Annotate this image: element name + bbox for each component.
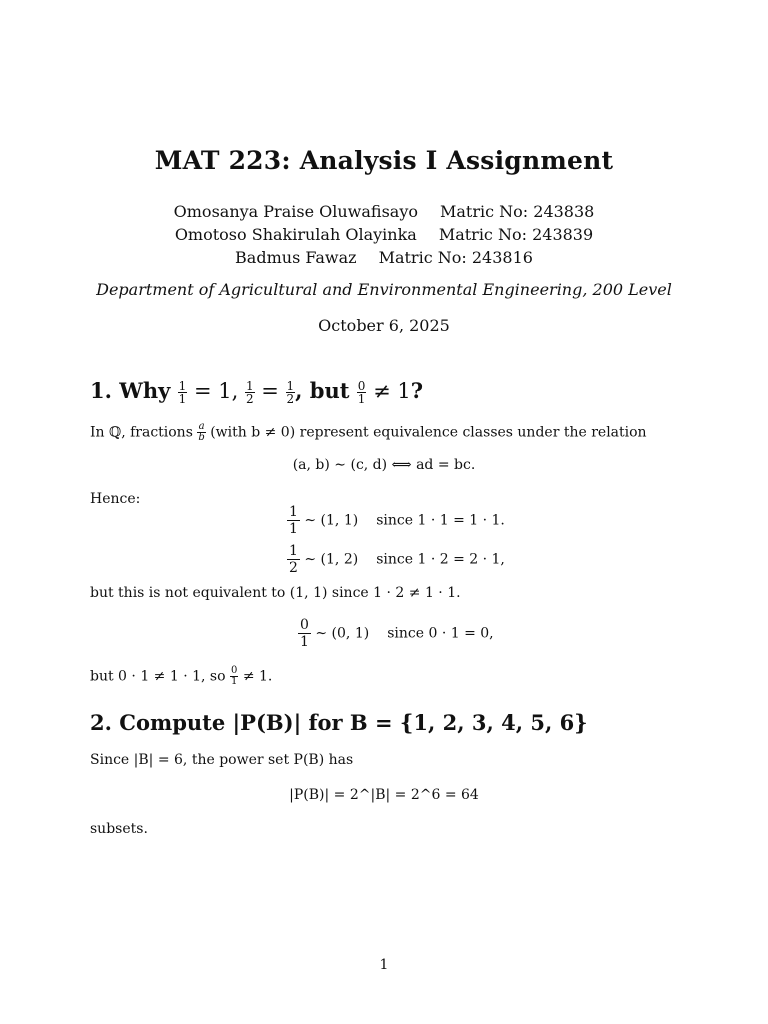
section-2-text: Since |B| = 6, the power set P(B) has (90, 752, 354, 768)
author-matric: Matric No: 243816 (378, 248, 533, 267)
document-date: October 6, 2025 (318, 316, 450, 335)
department: Department of Agricultural and Environmental Engineering, 200 Level (96, 280, 672, 299)
power-set-formula: |P(B)| = 2^|B| = 2^6 = 64 (289, 787, 479, 803)
section-1-intro: In ℚ, fractions $\frac{a}{b}$ (with b ≠ 0) represent equivalence classes under the relation (90, 421, 647, 443)
author-matric: Matric No: 243839 (438, 225, 594, 244)
relation-equation: (a, b) ∼ (c, d) ⟺ ad = bc. (292, 457, 476, 473)
author-name: Omotoso Shakirulah Olayinka (174, 225, 417, 244)
hence-label: Hence: (90, 491, 141, 507)
not-equivalent-text: but this is not equivalent to (1, 1) since 1 · 2 ≠ 1 · 1. (90, 585, 461, 601)
section-1-conclusion: but 0 · 1 ≠ 1 · 1, so $\frac{0}{1}$ ≠ 1. (90, 665, 273, 687)
author-row (0, 223, 768, 246)
author-name: Omosanya Praise Oluwafisayo (173, 202, 418, 221)
author-row (0, 200, 768, 223)
section-2-heading: 2. Compute |P(B)| for B = {1, 2, 3, 4, 5, 6} (90, 710, 588, 735)
section-1-heading: 1. Why $\frac{1}{1}$ = 1, $\frac{1}{2}$ = $\frac{1}{2}$ , but $\frac{0}{1}$ ≠ 1? (90, 378, 424, 406)
author-list (0, 200, 768, 269)
equation-2: $\frac{1}{2}$ ∼ (1, 2) since 1 · 2 = 2 · 1, (289, 543, 505, 576)
author-name: Badmus Fawaz (235, 248, 357, 267)
page-number: 1 (379, 957, 389, 973)
subsets-label: subsets. (90, 821, 148, 837)
author-row (0, 246, 768, 269)
equation-3: $\frac{0}{1}$ ∼ (0, 1) since 0 · 1 = 0, (300, 617, 494, 650)
equation-1: $\frac{1}{1}$ ∼ (1, 1) since 1 · 1 = 1 · 1. (289, 504, 505, 537)
author-matric: Matric No: 243838 (439, 202, 595, 221)
page-title: MAT 223: Analysis I Assignment (154, 146, 614, 175)
